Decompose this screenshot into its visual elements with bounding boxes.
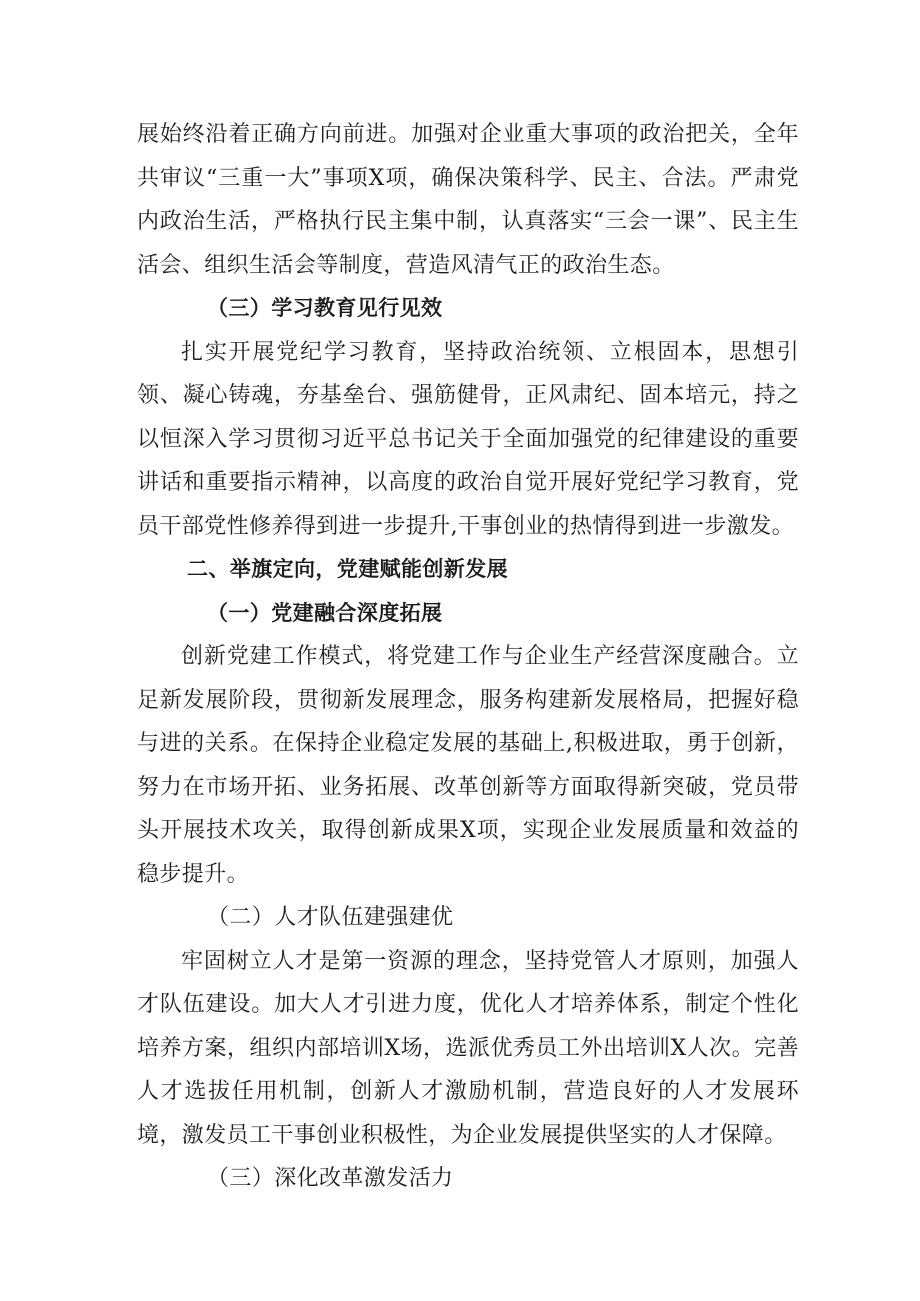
document-body xyxy=(137,113,799,1201)
heading-study-education: （三）学习教育见行见效 xyxy=(207,296,443,320)
paragraph-party-integration: 创新党建工作模式，将党建工作与企业生产经营深度融合。立足新发展阶段，贯彻新发展理念，服务构建新发展格局，把握好稳与进的关系。在保持企业稳定发展的基础上,积极进取，勇于创新，努力在市场开拓、业务拓展、改革创新等方面取得新突破，党员带头开展技术攻关，取得创新成果X项，实现企业发展质量和效益的稳步提升。 xyxy=(137,644,799,887)
heading-talent-team: （二）人才队伍建强建优 xyxy=(207,905,454,930)
paragraph-study-education: 扎实开展党纪学习教育，坚持政治统领、立根固本，思想引领、凝心铸魂，夯基垒台、强筋健骨，正风肃纪、固本培元，持之以恒深入学习贯彻习近平总书记关于全面加强党的纪律建设的重要讲话和重要指示精神，以高度的政治自觉开展好党纪学习教育，党员干部党性修养得到进一步提升,干事创业的热情得到进一步激发。 xyxy=(137,339,799,539)
paragraph-continued: 展始终沿着正确方向前进。加强对企业重大事项的政治把关，全年共审议“三重一大”事项X项，确保决策科学、民主、合法。严肃党内政治生活，严格执行民主集中制，认真落实“三会一课”、民主生活会、组织生活会等制度，营造风清气正的政治生态。 xyxy=(137,122,799,278)
section-heading-two: 二、举旗定向，党建赋能创新发展 xyxy=(187,557,508,581)
heading-deepen-reform: （三）深化改革激发活力 xyxy=(207,1166,454,1191)
heading-party-integration: （一）党建融合深度拓展 xyxy=(207,600,443,625)
paragraph-talent-team: 牢固树立人才是第一资源的理念，坚持党管人才原则，加强人才队伍建设。加大人才引进力度，优化人才培养体系，制定个性化培养方案，组织内部培训X场，选派优秀员工外出培训X人次。完善人才选拔任用机制，创新人才激励机制，营造良好的人才发展环境，激发员工干事创业积极性，为企业发展提供坚实的人才保障。 xyxy=(137,948,799,1148)
